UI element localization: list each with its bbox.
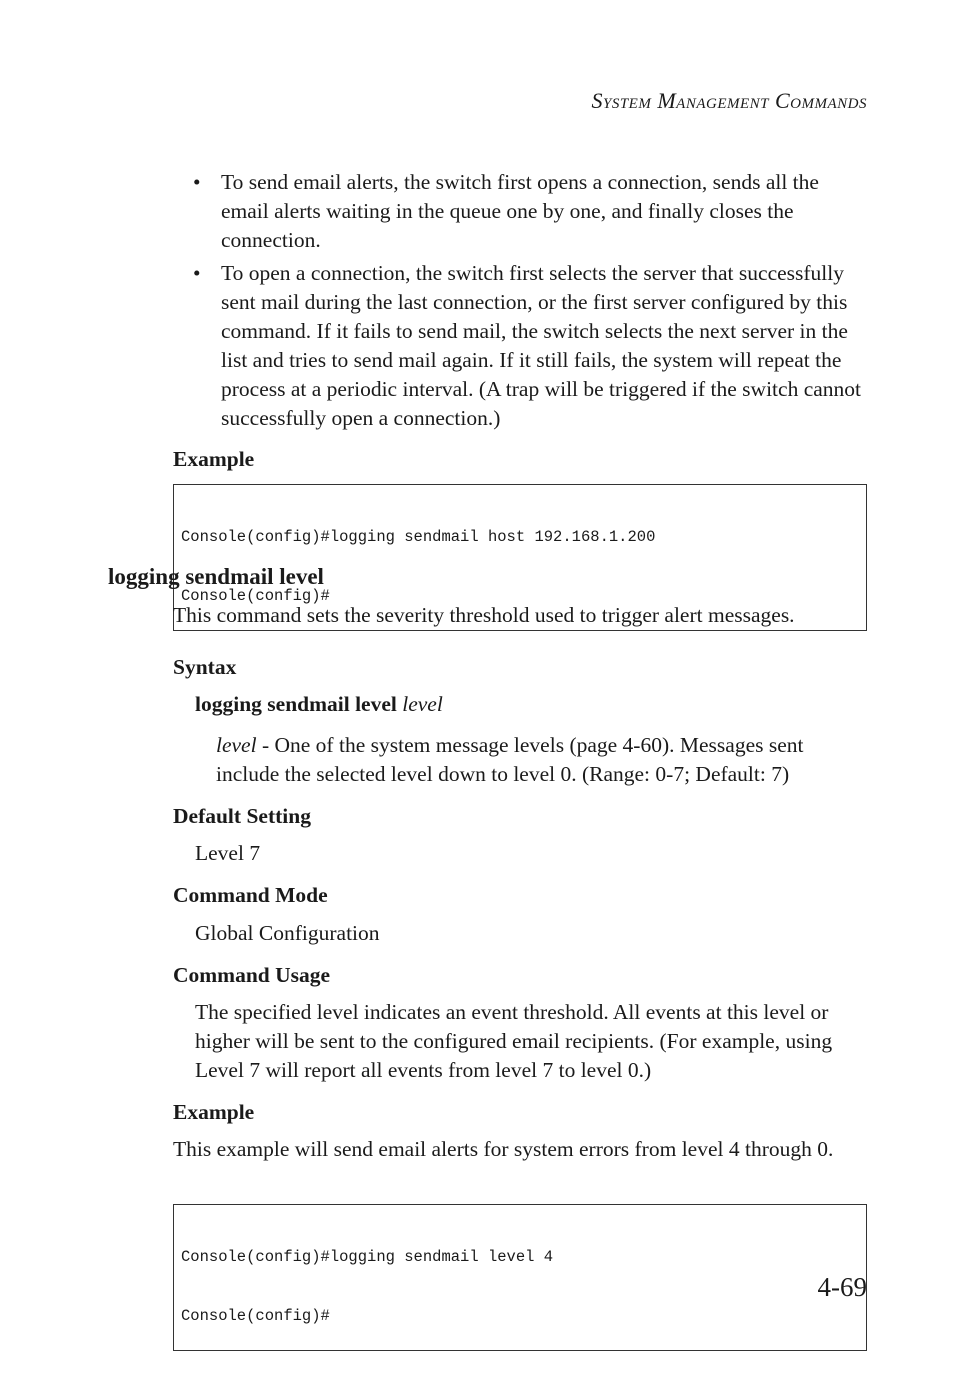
example-heading: Example <box>173 1100 255 1124</box>
bullet-icon: • <box>193 170 201 194</box>
code-line: Console(config)# <box>181 586 330 605</box>
section-title: logging sendmail level <box>108 564 324 589</box>
section-description: This command sets the severity threshold used to trigger alert messages. <box>173 603 795 627</box>
bullet-text: To open a connection, the switch first selects the server that successfully sent mail during the last connection, or the first server configured by this command. If it fails to send mail, the switch selects the next server in the list and tries to send mail again. If it still fails, the system will repeat the process at a periodic interval. (A trap will be triggered if the switch cannot successfully open a connection.) <box>221 261 862 430</box>
param-description <box>216 731 864 789</box>
code-line: Console(config)# <box>181 1306 330 1325</box>
bullet-icon: • <box>193 261 201 285</box>
code-line: Console(config)#logging sendmail level 4 <box>181 1248 554 1266</box>
param-text: - One of the system message levels (page 4-60). Messages sent include the selected level down to level 0. (Range: 0-7; Default: 7) <box>216 733 804 786</box>
code-block <box>173 1204 867 1351</box>
code-line: Console(config)#logging sendmail host 192.168.1.200 <box>181 528 656 546</box>
mode-value: Global Configuration <box>195 921 380 945</box>
bullet-text: To send email alerts, the switch first opens a connection, sends all the email alerts waiting in the queue one by one, and finally closes the connection. <box>221 170 819 252</box>
list-item <box>193 168 869 255</box>
running-header: System Management Commands <box>591 88 867 113</box>
list-item <box>193 259 869 433</box>
syntax-param: level <box>402 692 443 716</box>
mode-heading: Command Mode <box>173 883 328 907</box>
example-text: This example will send email alerts for system errors from level 4 through 0. <box>173 1137 834 1161</box>
page-number: 4-69 <box>817 1272 867 1302</box>
default-heading: Default Setting <box>173 804 311 828</box>
param-name: level <box>216 733 257 757</box>
default-value: Level 7 <box>195 841 261 865</box>
syntax-command: logging sendmail level <box>195 692 397 716</box>
example-heading: Example <box>173 447 255 471</box>
bullet-list <box>193 168 869 437</box>
usage-heading: Command Usage <box>173 963 331 987</box>
syntax-heading: Syntax <box>173 655 237 679</box>
usage-text: The specified level indicates an event threshold. All events at this level or higher will be sent to the configured email recipients. (For example, using Level 7 will report all events from level 7 to level 0.) <box>195 1000 833 1082</box>
syntax-line <box>195 690 443 719</box>
